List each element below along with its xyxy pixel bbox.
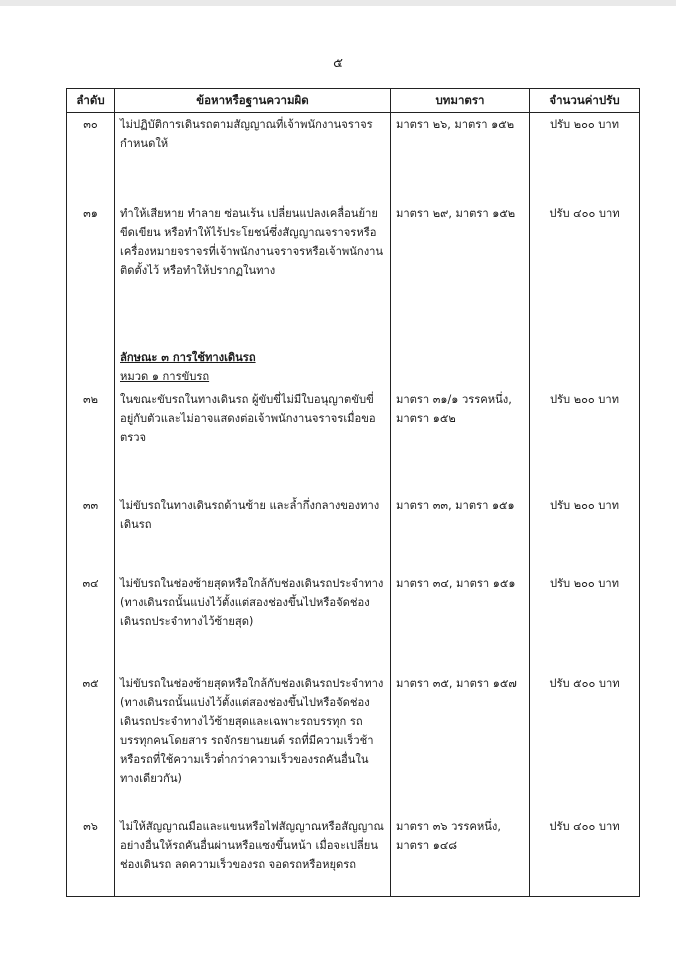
table-row [67, 388, 640, 494]
table-row [67, 672, 640, 815]
row-number: ๓๕ [67, 672, 115, 815]
row-section: มาตรา ๒๙, มาตรา ๑๕๒ [391, 202, 530, 346]
document-page [0, 6, 676, 960]
table-row [67, 572, 640, 672]
row-fine: ปรับ ๒๐๐ บาท [530, 572, 640, 672]
row-fine: ปรับ ๔๐๐ บาท [530, 815, 640, 897]
row-fine: ปรับ ๒๐๐ บาท [530, 113, 640, 202]
row-fine: ปรับ ๔๐๐ บาท [530, 202, 640, 346]
table-row [67, 202, 640, 346]
row-offense: ไม่ให้สัญญาณมือและแขนหรือไฟสัญญาณหรือสัญญาณอย่างอื่นให้รถคันอื่นผ่านหรือแซงขึ้นหน้า เมื่อจะเปลี่ยนช่องเดินรถ ลดความเร็วของรถ จอดรถหรือหยุดรถ [115, 815, 391, 897]
row-fine: ปรับ ๒๐๐ บาท [530, 494, 640, 572]
row-number: ๓๑ [67, 202, 115, 346]
row-section: มาตรา ๓๓, มาตรา ๑๕๑ [391, 494, 530, 572]
row-offense: ไม่ขับรถในช่องซ้ายสุดหรือใกล้กับช่องเดินรถประจำทาง (ทางเดินรถนั้นแบ่งไว้ตั้งแต่สองช่องขึ้นไปหรือจัดช่องเดินรถประจำทางไว้ซ้ายสุด) [115, 572, 391, 672]
row-fine: ปรับ ๕๐๐ บาท [530, 672, 640, 815]
table-row [67, 815, 640, 897]
row-fine: ปรับ ๒๐๐ บาท [530, 388, 640, 494]
fines-table [66, 88, 640, 897]
row-number: ๓๐ [67, 113, 115, 202]
row-section: มาตรา ๓๖ วรรคหนึ่ง, มาตรา ๑๔๘ [391, 815, 530, 897]
row-number: ๓๖ [67, 815, 115, 897]
row-number: ๓๓ [67, 494, 115, 572]
row-section: มาตรา ๒๖, มาตรา ๑๕๒ [391, 113, 530, 202]
row-offense: ทำให้เสียหาย ทำลาย ซ่อนเร้น เปลี่ยนแปลงเคลื่อนย้าย ขีดเขียน หรือทำให้ไร้ประโยชน์ซึ่งสัญญาณจราจรหรือเครื่องหมายจราจรที่เจ้าพนักงานจราจรหรือเจ้าพนักงานติดตั้งไว้ หรือทำให้ปรากฏในทาง [115, 202, 391, 346]
row-number: ๓๒ [67, 388, 115, 494]
header-offense: ข้อหาหรือฐานความผิด [115, 89, 391, 113]
header-no: ลำดับ [67, 89, 115, 113]
row-offense: ในขณะขับรถในทางเดินรถ ผู้ขับขี่ไม่มีใบอนุญาตขับขี่อยู่กับตัวและไม่อาจแสดงต่อเจ้าพนักงานจราจรเมื่อขอตรวจ [115, 388, 391, 494]
row-section: มาตรา ๓๑/๑ วรรคหนึ่ง, มาตรา ๑๕๒ [391, 388, 530, 494]
table-row [67, 113, 640, 202]
row-number: ๓๔ [67, 572, 115, 672]
table-header-row [67, 89, 640, 113]
row-section: มาตรา ๓๔, มาตรา ๑๕๑ [391, 572, 530, 672]
row-section: มาตรา ๓๕, มาตรา ๑๕๗ [391, 672, 530, 815]
row-offense: ไม่ขับรถในทางเดินรถด้านซ้าย และล้ำกึ่งกลางของทางเดินรถ [115, 494, 391, 572]
row-offense: ไม่ขับรถในช่องซ้ายสุดหรือใกล้กับช่องเดินรถประจำทาง (ทางเดินรถนั้นแบ่งไว้ตั้งแต่สองช่องขึ้นไปหรือจัดช่องเดินรถประจำทางไว้ซ้ายสุดและเฉพาะรถบรรทุก รถบรรทุกคนโดยสาร รถจักรยานยนต์ รถที่มีความเร็วช้าหรือรถที่ใช้ความเร็วต่ำกว่าความเร็วของรถคันอื่นในทางเดียวกัน) [115, 672, 391, 815]
header-section: บทมาตรา [391, 89, 530, 113]
header-fine: จำนวนค่าปรับ [530, 89, 640, 113]
section-title: ลักษณะ ๓ การใช้ทางเดินรถ [120, 350, 256, 364]
row-offense: ไม่ปฏิบัติการเดินรถตามสัญญาณที่เจ้าพนักงานจราจรกำหนดให้ [115, 113, 391, 202]
section-heading-row [67, 346, 640, 388]
page-number: ๕ [333, 56, 343, 71]
chapter-title: หมวด ๑ การขับรถ [120, 369, 210, 383]
table-row [67, 494, 640, 572]
